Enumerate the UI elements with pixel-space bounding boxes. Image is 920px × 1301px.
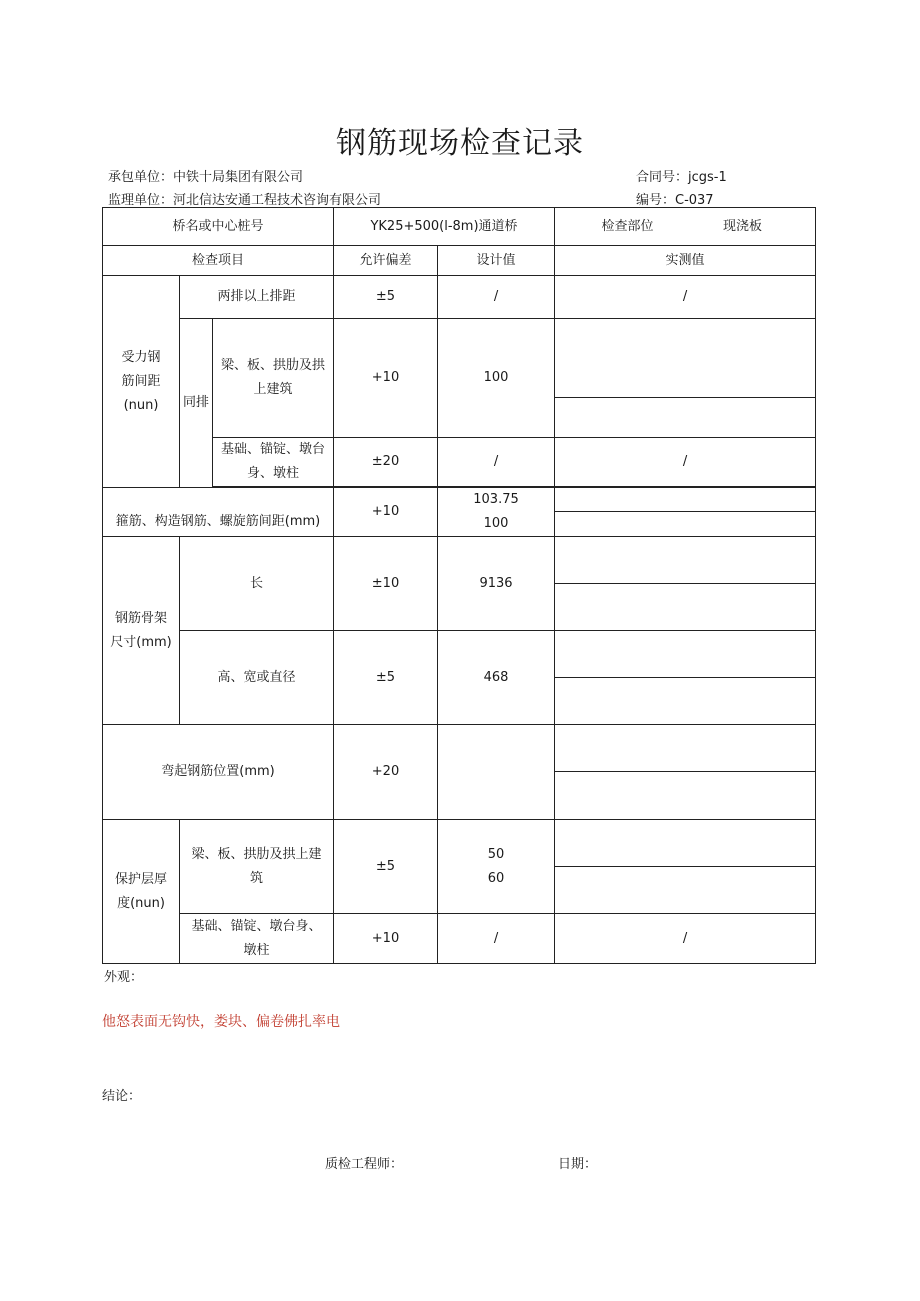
item-bent-bar-position: 弯起钢筋位置(mm) [103, 725, 334, 820]
group-label-line: 尺寸(mm) [110, 634, 172, 650]
group-label-line: (nun) [123, 397, 159, 413]
measured-cell [555, 631, 816, 678]
item-length: 长 [180, 537, 334, 631]
page-title: 钢筋现场检查记录 [336, 126, 584, 161]
tolerance-cell: ±10 [334, 537, 438, 631]
measured-cell: / [555, 276, 816, 319]
design-value: 103.75 [473, 492, 519, 507]
measured-cell: / [555, 914, 816, 964]
group-label-line: 筋间距 [121, 373, 161, 389]
tolerance-cell: ±5 [334, 820, 438, 914]
group-main-rebar-spacing [103, 276, 180, 488]
design-cell [438, 725, 555, 820]
col-header-design: 设计值 [438, 246, 555, 276]
date-label: 日期： [558, 1157, 598, 1172]
part-cell [555, 208, 816, 246]
tolerance-cell: +10 [334, 914, 438, 964]
item-beam-slab-cover [180, 820, 334, 914]
design-cell: / [438, 438, 555, 487]
item-stirrup-spacing: 箍筋、构造钢筋、螺旋筋间距(mm) [103, 488, 334, 537]
measured-cell [555, 512, 816, 537]
measured-cell [555, 678, 816, 725]
measured-cell [555, 488, 816, 512]
measured-cell: / [555, 438, 816, 487]
tolerance-cell: +10 [334, 319, 438, 438]
design-cell: / [438, 276, 555, 319]
tolerance-cell: +10 [334, 488, 438, 537]
design-cell [438, 820, 555, 914]
measured-cell [555, 398, 816, 438]
item-line: 身、墩柱 [246, 466, 299, 481]
bridge-value: YK25+500(l-8m)通道桥 [334, 208, 555, 246]
contractor-unit: 承包单位：中铁十局集团有限公司 [108, 170, 304, 185]
item-line: 筑 [249, 870, 263, 886]
design-value: 60 [487, 870, 505, 886]
measured-cell [555, 820, 816, 867]
same-row-label: 同排 [180, 319, 213, 488]
group-cage-size [103, 537, 180, 725]
item-foundation-cover [180, 914, 334, 964]
design-cell: / [438, 914, 555, 964]
item-line: 墩柱 [243, 942, 270, 958]
contract-number: 合同号：jcgs-1 [636, 170, 727, 185]
design-cell: 468 [438, 631, 555, 725]
design-cell [438, 488, 555, 537]
measured-cell [555, 537, 816, 584]
part-label: 检查部位 [601, 218, 654, 234]
appearance-label: 外观： [104, 970, 144, 985]
tolerance-cell: ±5 [334, 276, 438, 319]
item-height-width: 高、宽或直径 [180, 631, 334, 725]
item-foundation [213, 438, 334, 487]
item-line: 梁、板、拱肋及拱上建 [191, 846, 322, 862]
group-label-line: 保护层厚 [114, 871, 167, 887]
group-cover-thickness [103, 820, 180, 964]
design-value: 100 [483, 516, 509, 531]
item-row-spacing: 两排以上排距 [180, 276, 334, 319]
part-value: 现浇板 [723, 218, 763, 234]
serial-number: 编号：C-037 [636, 193, 714, 208]
item-line: 上建筑 [253, 382, 293, 397]
measured-cell [555, 319, 816, 398]
measured-cell [555, 867, 816, 914]
bridge-label: 桥名或中心桩号 [103, 208, 334, 246]
group-label-line: 受力钢 [121, 349, 161, 365]
col-header-item: 检查项目 [103, 246, 334, 276]
tolerance-cell: ±5 [334, 631, 438, 725]
group-label-line: 度(nun) [117, 895, 165, 911]
item-beam-slab [213, 319, 334, 438]
design-cell: 100 [438, 319, 555, 438]
item-line: 梁、板、拱肋及拱 [220, 358, 325, 373]
engineer-label: 质检工程师： [325, 1157, 404, 1172]
item-line: 基础、锚锭、墩台 [220, 442, 325, 457]
design-value: 50 [487, 846, 505, 862]
conclusion-label: 结论： [102, 1089, 142, 1104]
group-label-line: 钢筋骨架 [114, 610, 167, 626]
col-header-measured: 实测值 [555, 246, 816, 276]
measured-cell [555, 772, 816, 820]
supervisor-unit: 监理单位：河北信达安通工程技术咨询有限公司 [108, 193, 382, 208]
measured-cell [555, 725, 816, 772]
measured-cell [555, 584, 816, 631]
item-line: 基础、锚锭、墩台身、 [191, 918, 322, 934]
tolerance-cell: +20 [334, 725, 438, 820]
tolerance-cell: ±20 [334, 438, 438, 487]
appearance-text: 他怒表面无钩快，娄块、偏卷佛扎率电 [102, 1014, 340, 1030]
design-cell: 9136 [438, 537, 555, 631]
col-header-tolerance: 允许偏差 [334, 246, 438, 276]
inspection-table [102, 207, 816, 964]
